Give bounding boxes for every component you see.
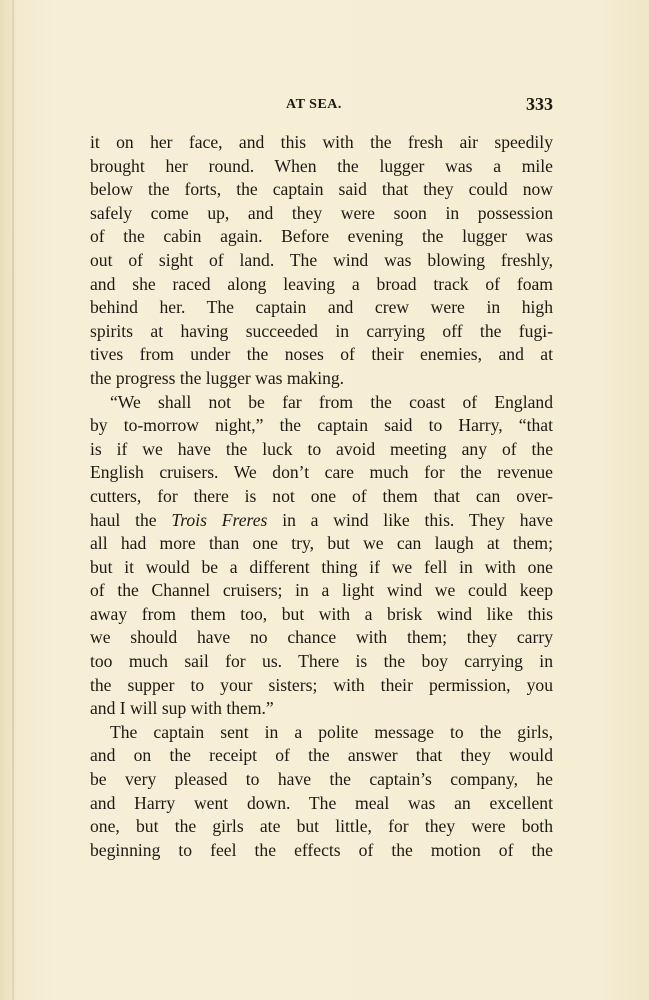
text-line: all had more than one try, but we can laugh at them; xyxy=(90,533,553,554)
haul-line-after: in a wind like this. They have xyxy=(267,509,553,530)
body-text xyxy=(90,131,553,862)
text-line: and on the receipt of the answer that they would xyxy=(90,745,553,766)
text-line-with-ship-name xyxy=(90,509,553,533)
text-line: too much sail for us. There is the boy carrying in xyxy=(90,651,553,672)
text-line: of the Channel cruisers; in a light wind we could keep xyxy=(90,580,553,601)
text-line: The captain sent in a polite message to the girls, xyxy=(110,721,553,742)
text-line: beginning to feel the effects of the motion of the xyxy=(90,839,553,860)
text-line: safely come up, and they were soon in possession xyxy=(90,202,553,223)
text-line: by to-morrow night,” the captain said to Harry, “that xyxy=(90,415,553,436)
text-line: away from them too, but with a brisk wind like this xyxy=(90,603,553,624)
text-line: out of sight of land. The wind was blowing freshly, xyxy=(90,249,553,270)
text-line: it on her face, and this with the fresh air speedily xyxy=(90,132,553,152)
text-line: cutters, for there is not one of them that can over- xyxy=(90,485,553,506)
text-line: and I will sup with them.” xyxy=(90,698,274,719)
text-line: brought her round. When the lugger was a mile xyxy=(90,155,553,176)
text-line: is if we have the luck to avoid meeting any of the xyxy=(90,438,553,459)
page-gutter xyxy=(12,0,14,1000)
ship-name: Trois Freres xyxy=(171,509,268,530)
page-number: 333 xyxy=(526,94,553,114)
text-line: we should have no chance with them; they carry xyxy=(90,627,553,648)
running-title: AT SEA. xyxy=(286,97,342,112)
text-line: of the cabin again. Before evening the lugger was xyxy=(90,226,553,247)
running-head xyxy=(90,94,553,119)
text-line: but it would be a different thing if we fell in with one xyxy=(90,556,553,577)
haul-line-before: haul the xyxy=(90,509,172,530)
text-line: the progress the lugger was making. xyxy=(90,367,345,388)
text-line: behind her. The captain and crew were in high xyxy=(90,297,553,318)
text-line: be very pleased to have the captain’s company, he xyxy=(90,769,553,790)
text-line: English cruisers. We don’t care much for the revenue xyxy=(90,462,553,483)
text-line: below the forts, the captain said that they could now xyxy=(90,179,553,200)
text-line: and she raced along leaving a broad track of foam xyxy=(90,273,553,294)
text-line: the supper to your sisters; with their permission, you xyxy=(90,674,553,695)
text-line: and Harry went down. The meal was an excellent xyxy=(90,792,553,813)
text-line: tives from under the noses of their enemies, and at xyxy=(90,344,553,365)
text-line: spirits at having succeeded in carrying off the fugi- xyxy=(90,320,553,341)
text-line: “We shall not be far from the coast of England xyxy=(110,391,553,412)
text-line: one, but the girls ate but little, for they were both xyxy=(90,816,553,837)
